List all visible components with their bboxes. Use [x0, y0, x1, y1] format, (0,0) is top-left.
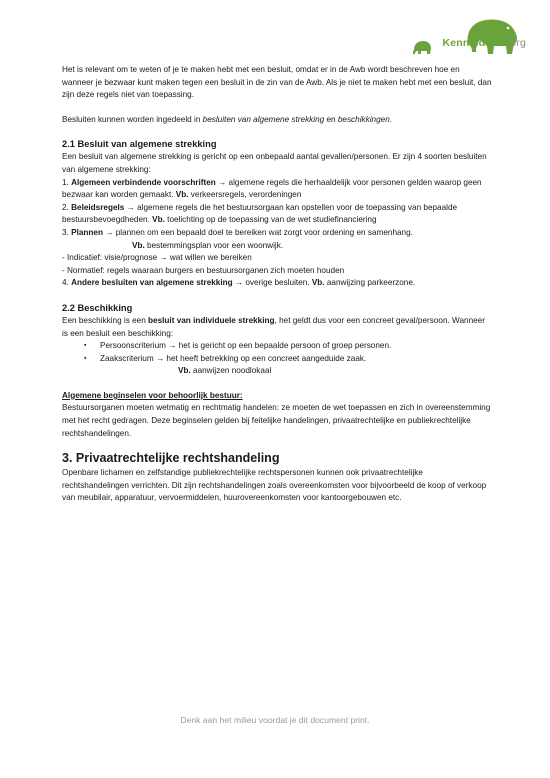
s21-item-1: 1. Algemeen verbindende voorschriften → algemene regels die herhaaldelijk voor personen gelden waarop geen bezwaar kan worden gemaakt. Vb. verkeersregels, verordeningen: [62, 177, 482, 200]
intro-classification: Besluiten kunnen worden ingedeeld in besluiten van algemene strekking en beschikkingen.: [62, 114, 393, 124]
list-item: ▪ Persoonscriterium → het is gericht op een bepaalde persoon of groep personen.: [84, 340, 492, 353]
heading-2-2: 2.2 Beschikking: [62, 302, 133, 313]
s22-paragraph: Een beschikking is een besluit van individuele strekking, het geldt dus voor een concreet geval/persoon. Wanneer is een besluit een beschikking:: [62, 315, 485, 338]
intro-paragraph: Het is relevant om te weten of je te maken hebt met een besluit, omdat er in de Awb wordt beschreven hoe en wanneer je bezwaar kunt maken tegen een besluit in de zin van de Awb. Als je niet te maken hebt met een besluit, dan zijn deze regels niet van toepassing.: [62, 65, 492, 100]
site-logo: [406, 14, 526, 58]
logo-tld: .org: [507, 37, 526, 49]
footer-note: Denk aan het milieu voordat je dit document print.: [180, 715, 370, 725]
s21-normatief: - Normatief: regels waaraan burgers en bestuursorganen zich moeten houden: [62, 265, 345, 275]
beginselen-heading: Algemene beginselen voor behoorlijk bestuur:: [62, 390, 243, 400]
document-body: [62, 64, 492, 505]
criteria-list: [62, 340, 492, 365]
s21-paragraph: Een besluit van algemene strekking is gericht op een onbepaald aantal gevallen/personen. Er zijn 4 soorten besluiten van algemene strekking:: [62, 152, 487, 174]
s21-item-4: 4. Andere besluiten van algemene strekking → overige besluiten. Vb. aanwijzing parkeerzone.: [62, 278, 416, 288]
beginselen-paragraph: Bestuursorganen moeten wetmatig en rechtmatig handelen: ze moeten de wet toepassen en zich in overeenstemming met het recht gedragen. Deze beginselen gelden bij feitelijke handelingen, privaatrechtelijke en publiekrechtelijke rechtshandelingen.: [62, 403, 491, 438]
heading-2-1: 2.1 Besluit van algemene strekking: [62, 139, 217, 150]
s21-indicatief: - Indicatief: visie/prognose → wat willen we bereiken: [62, 253, 252, 263]
heading-3: 3. Privaatrechtelijke rechtshandeling: [62, 451, 280, 466]
s3-paragraph: Openbare lichamen en zelfstandige publiekrechtelijke rechtspersonen kunnen ook privaatrechtelijke rechtshandelingen verrichten. Dit zijn rechtshandelingen zoals overeenkomsten voor bijvoorbeeld de koop of verkoop van meubilair, apparatuur, vervoermiddelen, huurovereenkomsten voor kantoorgebouwen etc.: [62, 468, 487, 503]
s21-item-3-example: Vb. bestemmingsplan voor een woonwijk.: [132, 240, 284, 250]
s22-example: Vb. aanwijzen noodlokaal: [178, 366, 272, 376]
list-item: ▪ Zaakscriterium → het heeft betrekking op een concreet aangeduide zaak.: [84, 353, 492, 366]
logo-name: Kennisdelen: [442, 37, 508, 49]
s21-item-3: 3. Plannen → plannen om een bepaald doel te bereiken wat zorgt voor ordening en samenhang.: [62, 227, 413, 237]
s21-item-2: 2. Beleidsregels → algemene regels die het bestuursorgaan kan opstellen voor de toepassing van bepaalde bestuursbevoegdheden. Vb. toelichting op de toepassing van de wet studiefinanciering: [62, 202, 458, 225]
elephant-icon: [406, 14, 526, 58]
